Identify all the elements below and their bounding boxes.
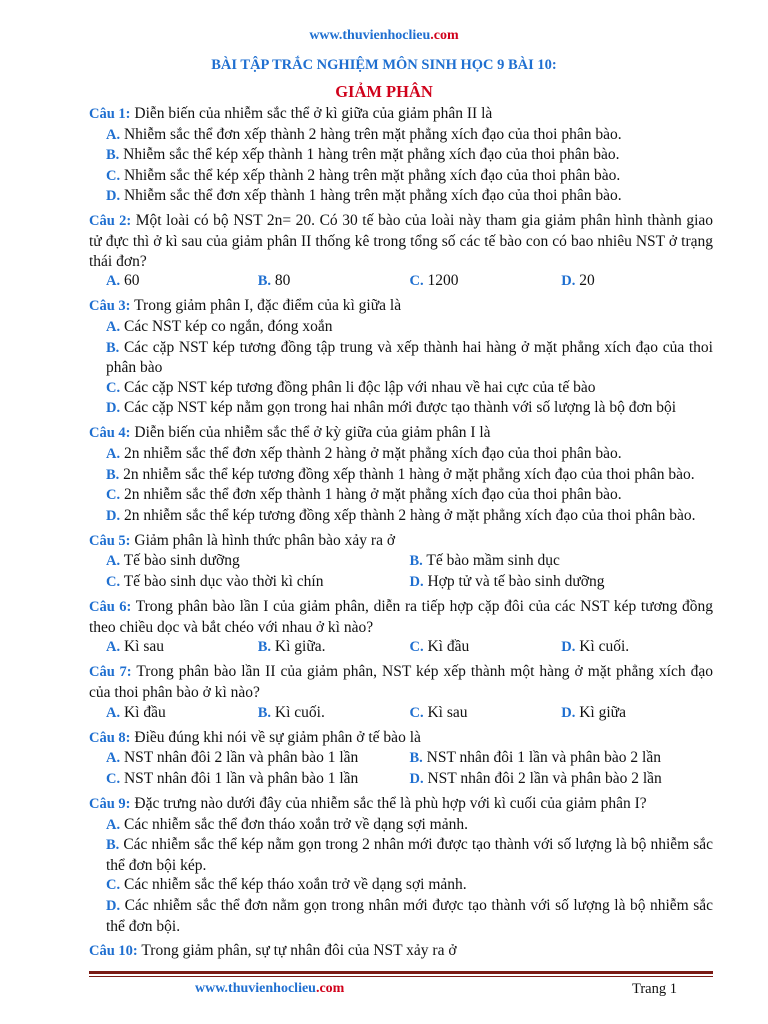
question-text: Một loài có bộ NST 2n= 20. Có 30 tế bào của loài này tham gia giảm phân hình thành giao tử đực thì ở kì sau của giảm phân II thống kê trong tổng số các tế bào con có bao nhiêu NST ở trạng thái đơn? <box>89 212 714 270</box>
option-b: B. Nhiễm sắc thể kép xếp thành 1 hàng trên mặt phẳng xích đạo của thoi phân bào. <box>106 146 620 164</box>
option-a: A. 60 <box>106 272 140 290</box>
option-b: B. Kì cuối. <box>257 703 325 721</box>
option-b: B. Các nhiễm sắc thể kép nằm gọn trong 2 nhân mới được tạo thành với số lượng là bộ nhiễm sắc thể đơn bội kép. <box>106 836 713 874</box>
option-c: C. 1200 <box>409 272 459 290</box>
question-text: Trong giảm phân, sự tự nhân đôi của NST xảy ra ở <box>141 941 457 959</box>
option-b: B. Kì giữa. <box>257 638 326 656</box>
option-a: A. NST nhân đôi 2 lần và phân bào 1 lần <box>106 749 359 767</box>
option-a: A. Tế bào sinh dưỡng <box>106 552 240 570</box>
option-c: C. Kì sau <box>409 703 468 721</box>
question-text: Đặc trưng nào dưới đây của nhiễm sắc thể là phù hợp với kì cuối của giảm phân I? <box>134 795 647 812</box>
option-d: D. Kì giữa <box>561 703 626 721</box>
question-3 <box>89 296 713 419</box>
footer-site-link[interactable]: www.thuvienhoclieu.com <box>195 981 345 996</box>
question-text: Điều đúng khi nói về sự giảm phân ở tế bào là <box>134 728 421 746</box>
option-c: C. Nhiễm sắc thể kép xếp thành 2 hàng trên mặt phẳng xích đạo của thoi phân bào. <box>106 166 621 184</box>
option-a: A. Các nhiễm sắc thể đơn tháo xoắn trở về dạng sợi mảnh. <box>106 815 468 833</box>
option-a: A. 2n nhiễm sắc thể đơn xếp thành 2 hàng ở mặt phẳng xích đạo của thoi phân bào. <box>106 445 622 462</box>
option-d: D. NST nhân đôi 2 lần và phân bào 2 lần <box>409 769 662 787</box>
option-d: D. 2n nhiễm sắc thể kép tương đồng xếp thành 2 hàng ở mặt phẳng xích đạo của thoi phân bào. <box>106 506 696 524</box>
footer-divider <box>89 971 713 974</box>
question-text: Diễn biến của nhiễm sắc thể ở kì giữa của giảm phân II là <box>134 105 493 122</box>
option-a: A. Các NST kép co ngắn, đóng xoắn <box>106 317 333 335</box>
page-number: Trang 1 <box>632 981 677 997</box>
question-text: Diễn biến của nhiễm sắc thể ở kỳ giữa của giảm phân I là <box>134 424 491 442</box>
question-7 <box>89 662 713 723</box>
option-d: D. Các nhiễm sắc thể đơn nằm gọn trong nhân mới được tạo thành với số lượng là bộ nhiễm sắc thể đơn bội. <box>106 896 714 935</box>
option-d: D. Hợp tử và tế bào sinh dưỡng <box>409 573 605 591</box>
question-text: Trong phân bào lần I của giảm phân, diễn ra tiếp hợp cặp đôi của các NST kép tương đồng theo chiều dọc và bắt chéo với nhau ở kì nào? <box>89 598 713 636</box>
site-header[interactable] <box>0 28 768 44</box>
question-8 <box>89 728 713 790</box>
question-label: Câu 8: <box>89 729 131 746</box>
question-5 <box>89 531 713 593</box>
question-label: Câu 4: <box>89 425 131 442</box>
question-text: Trong phân bào lần II của giảm phân, NST kép xếp thành một hàng ở mặt phẳng xích đạo của thoi phân bào ở kì nào? <box>89 663 713 702</box>
question-4 <box>89 423 713 526</box>
question-10 <box>89 941 713 962</box>
worksheet-subtitle: GIẢM PHÂN <box>335 82 433 101</box>
option-a: A. Kì sau <box>106 638 165 656</box>
option-d: D. Nhiễm sắc thể đơn xếp thành 1 hàng trên mặt phẳng xích đạo của thoi phân bào. <box>106 187 622 205</box>
option-b: B. Các cặp NST kép tương đồng tập trung và xếp thành hai hàng ở mặt phẳng xích đạo của thoi phân bào <box>106 338 713 377</box>
question-label: Câu 1: <box>89 106 131 122</box>
question-label: Câu 7: <box>89 664 132 681</box>
option-b: B. NST nhân đôi 1 lần và phân bào 2 lần <box>409 749 661 767</box>
question-9 <box>89 794 713 936</box>
question-label: Câu 2: <box>89 213 132 230</box>
question-label: Câu 9: <box>89 796 131 812</box>
footer-divider-thin <box>89 976 713 977</box>
option-a: A. Kì đầu <box>106 703 166 721</box>
question-label: Câu 5: <box>89 532 131 549</box>
option-d: D. Kì cuối. <box>561 638 630 656</box>
option-b: B. 2n nhiễm sắc thể kép tương đồng xếp thành 1 hàng ở mặt phẳng xích đạo của thoi phân bào. <box>106 465 695 483</box>
question-label: Câu 10: <box>89 942 138 959</box>
question-1 <box>89 104 713 207</box>
option-a: A. Nhiễm sắc thể đơn xếp thành 2 hàng trên mặt phẳng xích đạo của thoi phân bào. <box>106 125 622 143</box>
question-list <box>89 104 713 961</box>
option-d: D. Các cặp NST kép nằm gọn trong hai nhân mới được tạo thành với số lượng là bộ đơn bội <box>106 399 677 417</box>
worksheet-title: BÀI TẬP TRẮC NGHIỆM MÔN SINH HỌC 9 BÀI 10: <box>211 57 557 73</box>
question-6 <box>89 597 713 658</box>
site-tld: .com <box>430 28 459 43</box>
option-d: D. 20 <box>561 272 595 290</box>
option-c: C. Các cặp NST kép tương đồng phân li độc lập với nhau về hai cực của tế bào <box>106 378 596 396</box>
question-2 <box>89 211 713 291</box>
option-c: C. Các nhiễm sắc thể kép tháo xoắn trở về dạng sợi mảnh. <box>106 876 467 894</box>
question-label: Câu 3: <box>89 298 131 315</box>
option-c: C. Tế bào sinh dục vào thời kì chín <box>106 573 324 591</box>
option-c: C. Kì đầu <box>409 638 470 656</box>
option-b: B. 80 <box>257 272 291 290</box>
question-label: Câu 6: <box>89 599 132 616</box>
question-text: Giảm phân là hình thức phân bào xảy ra ở <box>134 531 396 549</box>
option-c: C. 2n nhiễm sắc thể đơn xếp thành 1 hàng ở mặt phẳng xích đạo của thoi phân bào. <box>106 486 622 504</box>
option-b: B. Tế bào mầm sinh dục <box>409 552 560 570</box>
question-text: Trong giảm phân I, đặc điểm của kì giữa là <box>134 297 402 315</box>
site-name: www.thuvienhoclieu <box>309 28 431 43</box>
option-c: C. NST nhân đôi 1 lần và phân bào 1 lần <box>106 769 359 787</box>
